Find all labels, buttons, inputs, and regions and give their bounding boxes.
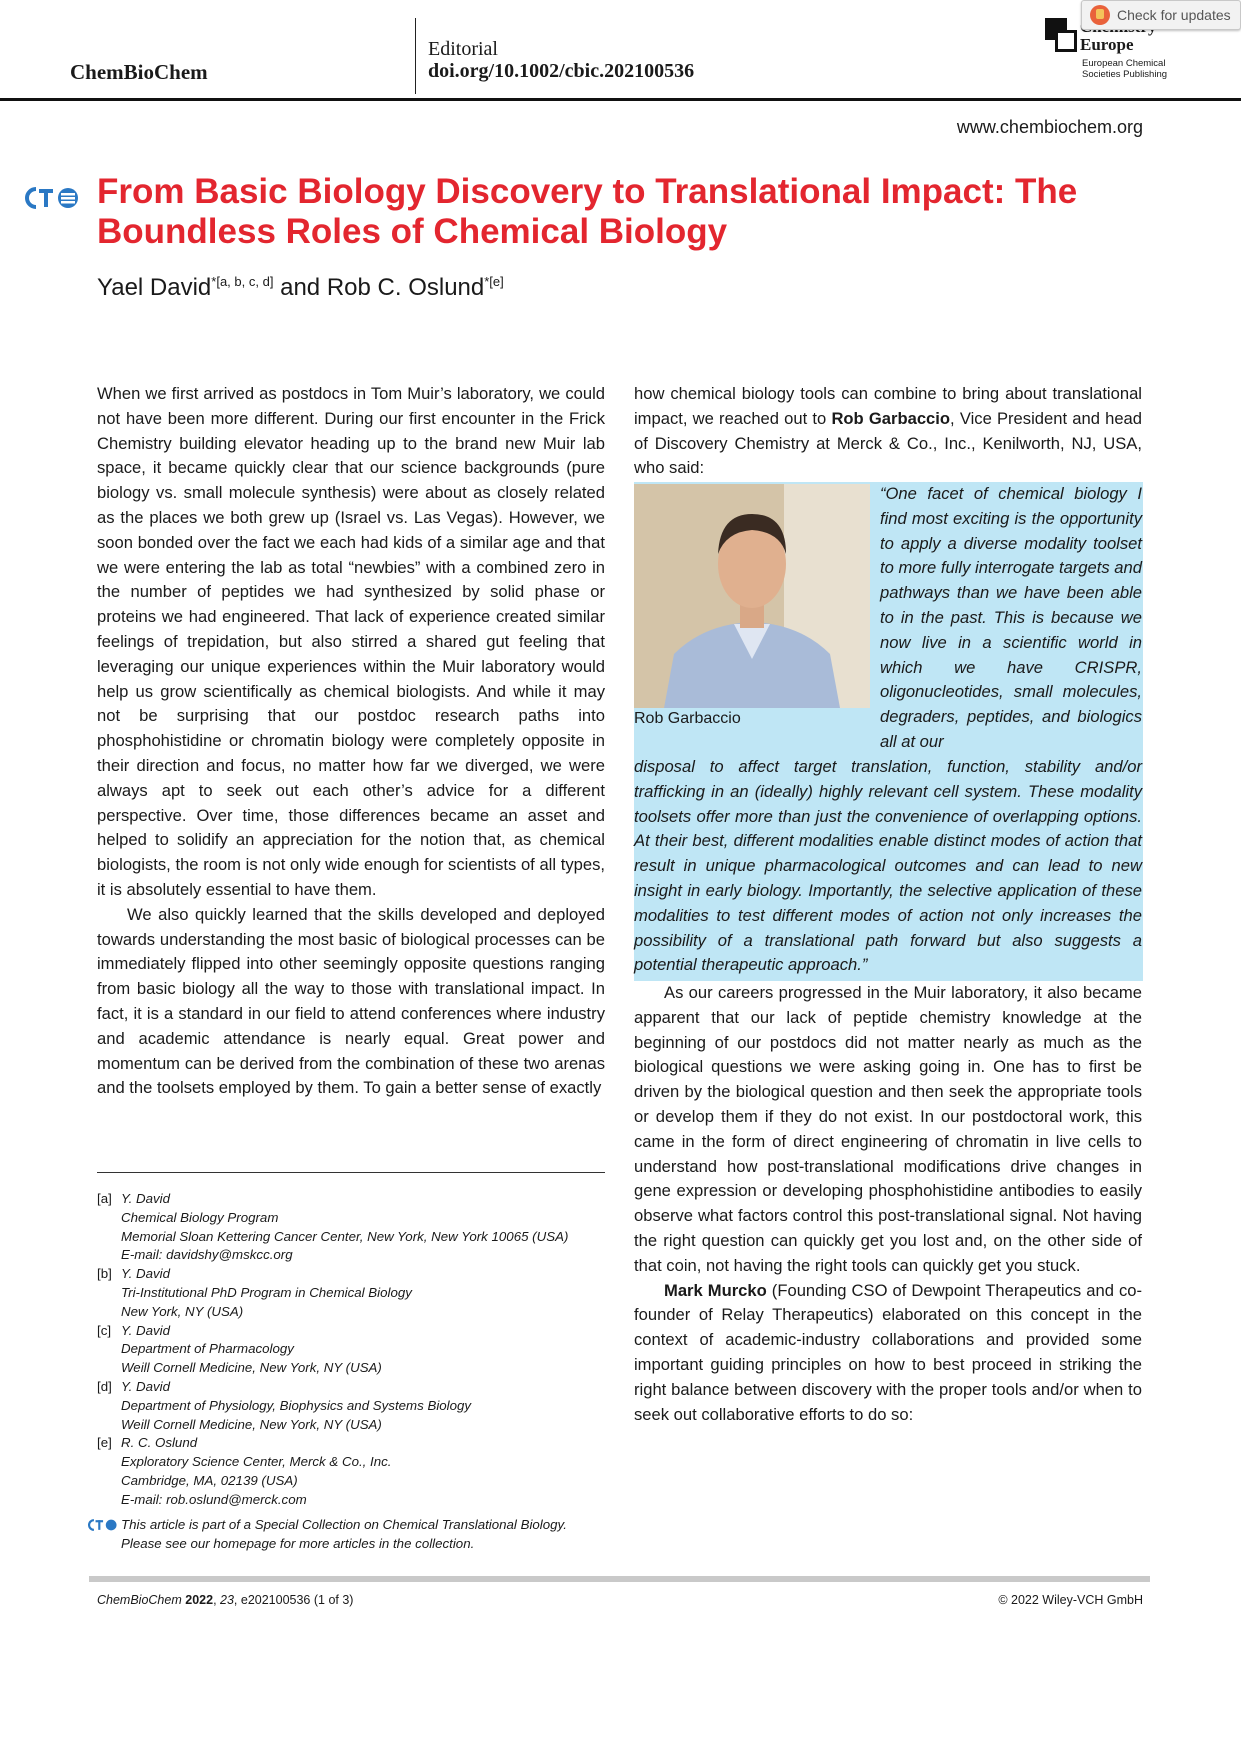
affiliation-line: Exploratory Science Center, Merck & Co., Inc. (121, 1454, 392, 1470)
paragraph: As our careers progressed in the Muir laboratory, it also became apparent that our lack of peptide chemistry knowledge at the beginning of our postdocs did not matter nearly as much as the biological questions we were asking going in. One has to first be driven by the biological question and then seek the appropriate tools or develop them if they do not exist. In our postdoctoral work, this came in the form of direct engineering of chromatin in live cells to understand how post-translational modifications drive changes in gene expression or developing phosphohistidine antibodies to easily observe what factors control this post-translational signal. Not having the right question can quickly get you lost and, on the other side of that coin, not having the right tools can quickly get you stuck. (634, 983, 1142, 1275)
publisher-sub-line1: European Chemical (1082, 58, 1166, 69)
author-join: and (273, 274, 327, 301)
affiliation-c (97, 1322, 617, 1378)
publisher-sub-line2: Societies Publishing (1082, 69, 1168, 80)
text-run: how chemical biology tools can combine to bring about translational impact, we reached out to (634, 384, 1142, 428)
footer-article-id: , e202100536 (1 of 3) (233, 1593, 354, 1607)
interviewee-name: Rob Garbaccio (831, 408, 951, 428)
header-divider (415, 18, 416, 94)
affiliation-mark: [e] (97, 1435, 112, 1451)
paragraph: When we first arrived as postdocs in Tom Muir’s laboratory, we could not have been more different. During our first encounter in the Frick Chemistry building elevator heading up to the brand new Muir lab space, it became quickly clear that our science backgrounds (pure biology vs. small molecule synthesis) were about as closely related as the places we both grew up (Israel vs. Las Vegas). However, we soon bonded over the fact we each had kids of a similar age and that we were entering the lab as total “newbies” with a combined zero in the number of peptides we had synthesized by solid phase or proteins we had engineered. That lack of experience created similar feelings of trepidation, but also stirred a shared gut feeling that leveraging our unique experiences within the Muir laboratory would help us grow scientifically as chemical biologists. And while it may not be surprising that our postdoc research paths into phosphohistidine or chromatin biology were completely opposite in their direction and focus, no matter how far we diverged, we were always apt to seek out each other’s advice for a different perspective. Over time, those differences became an asset and helped to solidify an appreciation for the notion that, as chemical biologists, the room is not only wide enough for scientists of all types, it is absolutely essential to have them. (97, 384, 605, 899)
special-collection-icon (22, 185, 80, 216)
author-name[interactable]: Rob C. Oslund (326, 274, 485, 301)
footnote-rule (97, 1172, 605, 1173)
collection-note (97, 1516, 617, 1554)
affiliation-line: R. C. Oslund (121, 1435, 198, 1451)
affiliation-line: Y. David (121, 1378, 171, 1394)
journal-name: ChemBioChem (70, 60, 208, 84)
check-for-updates-button[interactable] (1081, 0, 1241, 30)
quote-text-lower: disposal to affect target translation, function, stability and/or trafficking in an (ideally) highly relevant cell system. These modality toolsets offer more than just the convenience of overlapping options. At their best, different modalities enable distinct modes of action that result in unique pharmacological outcomes and can lead to new insight in early biology. Importantly, the selective application of these modalities to test different modes of action not only increases the possibility of a translational path forward but also suggests a potential therapeutic approach.” (634, 757, 1142, 975)
affiliation-line: Weill Cornell Medicine, New York, NY (USA) (121, 1360, 382, 1376)
header-rule (0, 98, 1241, 101)
affiliation-line: Department of Physiology, Biophysics and Systems Biology (121, 1397, 472, 1413)
footer-year: 2022 (185, 1593, 214, 1607)
email-link[interactable]: E-mail: davidshy@mskcc.org (121, 1247, 293, 1263)
quote-text-upper: “One facet of chemical biology I find most exciting is the opportunity to apply a diverse modality toolset to more fully interrogate targets and pathways than we have been able to in the past. This is because we now live in a scientific world in which we have CRISPR, oligonucleotides, small molecules, degraders, peptides, and biologics all at our (880, 484, 1142, 751)
left-column (97, 382, 605, 1101)
citation-footer: ChemBioChem 2022, 23, e202100536 (1 of 3) (97, 1593, 354, 1607)
author-name[interactable]: Yael David (97, 274, 212, 301)
publisher-name-line2: Europe (1080, 35, 1134, 54)
site-url-link[interactable]: www.chembiochem.org (956, 117, 1143, 137)
portrait-photo (634, 484, 870, 708)
affiliation-e (97, 1434, 617, 1509)
right-column-body (634, 981, 1142, 1427)
affiliation-line: Cambridge, MA, 02139 (USA) (121, 1472, 298, 1488)
affiliations (97, 1190, 617, 1510)
affiliation-line: New York, NY (USA) (121, 1303, 244, 1319)
section-label: Editorial (428, 38, 498, 60)
affiliation-line: Weill Cornell Medicine, New York, NY (USA) (121, 1416, 382, 1432)
affiliation-line: Y. David (121, 1191, 171, 1206)
crossmark-icon (1090, 5, 1110, 25)
affiliation-line: Memorial Sloan Kettering Cancer Center, New York, New York 10065 (USA) (121, 1228, 569, 1244)
affiliation-mark: [a] (97, 1191, 112, 1206)
publisher-subtitle (1082, 58, 1167, 80)
collection-note-line: Please see our homepage for more articles in the collection. (121, 1535, 475, 1551)
affiliation-a (97, 1190, 617, 1265)
text-run: , Vice President and head of Discovery Chemistry at Merck & Co., Inc., Kenilworth, NJ, USA, who said: (634, 408, 1143, 478)
collection-note-line: This article is part of a Special Collection on Chemical Translational Biology. (121, 1517, 567, 1532)
article-title: From Basic Biology Discovery to Translational Impact: The Boundless Roles of Chemical Biology (97, 172, 1078, 251)
affiliation-line: Y. David (121, 1266, 171, 1282)
affiliation-line: Tri-Institutional PhD Program in Chemical Biology (121, 1284, 412, 1300)
affiliation-line: Y. David (121, 1322, 171, 1338)
affiliation-mark: [b] (97, 1266, 112, 1282)
special-collection-icon (86, 1518, 118, 1538)
affiliation-line: Department of Pharmacology (121, 1341, 294, 1357)
text-run: (Founding CSO of Dewpoint Therapeutics and co-founder of Relay Therapeutics) elaborated on this concept in the context of academic-industry collaborations and provided some important guiding principles on how to best proceed in striking the right balance between discovery with the proper tools and/or when to seek out collaborative efforts to do so: (634, 1280, 1142, 1424)
paragraph (634, 382, 1142, 481)
author-affiliation: *[a, b, c, d] (211, 274, 274, 289)
affiliation-mark: [c] (97, 1322, 112, 1338)
paragraph (634, 1279, 1142, 1428)
author-affiliation: *[e] (484, 274, 504, 289)
affiliation-d (97, 1378, 617, 1434)
photo-caption: Rob Garbaccio (634, 710, 741, 727)
email-link[interactable]: E-mail: rob.oslund@merck.com (121, 1491, 307, 1507)
check-updates-label: Check for updates (1117, 7, 1231, 23)
author-line (97, 274, 504, 302)
affiliation-mark: [d] (97, 1378, 112, 1394)
paragraph: We also quickly learned that the skills developed and deployed towards understanding the most basic of biological processes can be immediately flipped into other seemingly opposite questions ranging from basic biology all the way to those with translational impact. In fact, it is a standard in our field to attend conferences where industry and academic attendance is nearly equal. Great power and momentum can be derived from the combination of these two arenas and the toolsets employed by them. To gain a better sense of exactly (97, 904, 605, 1098)
footer-volume: 23 (220, 1593, 234, 1607)
copyright: © 2022 Wiley-VCH GmbH (998, 1593, 1143, 1607)
interviewee-name: Mark Murcko (664, 1280, 767, 1300)
affiliation-b (97, 1265, 617, 1321)
footer-journal: ChemBioChem (97, 1593, 182, 1607)
footer-rule (89, 1576, 1150, 1582)
right-column-intro (634, 382, 1142, 481)
affiliation-line: Chemical Biology Program (121, 1209, 279, 1225)
doi-link[interactable]: doi.org/10.1002/cbic.202100536 (428, 60, 695, 82)
